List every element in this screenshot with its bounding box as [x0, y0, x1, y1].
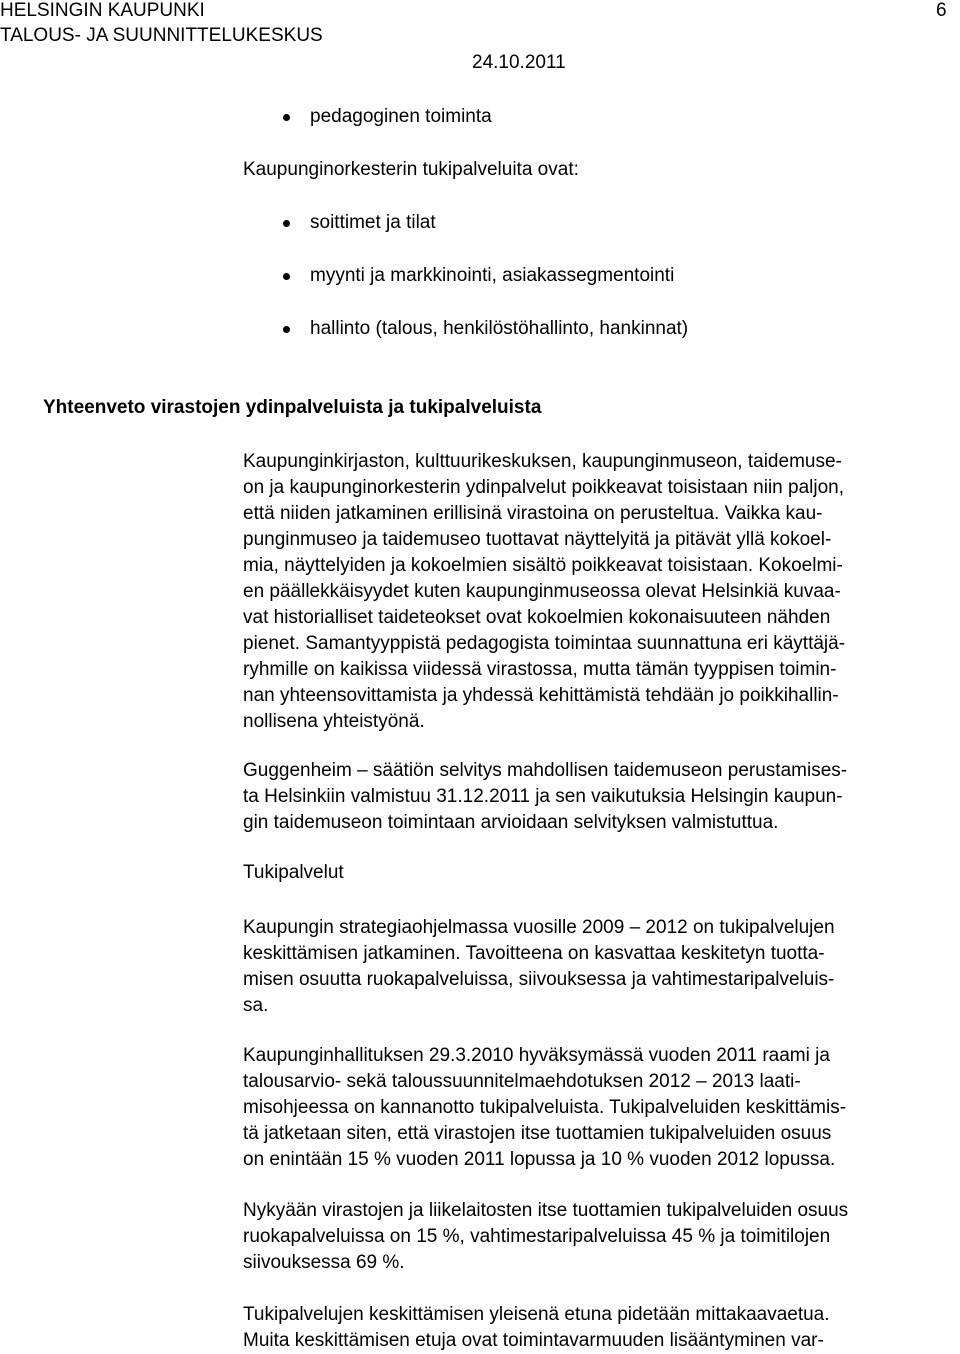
text-line: Muita keskittämisen etuja ovat toimintavarmuuden lisääntyminen var-: [243, 1330, 824, 1351]
council-paragraph: [243, 1043, 846, 1173]
page-number: 6: [936, 0, 947, 21]
text-line: on ja kaupunginorkesterin ydinpalvelut poikkeavat toisistaan niin paljon,: [243, 477, 844, 498]
text-line: keskittämisen jatkaminen. Tavoitteena on kasvattaa keskitetyn tuotta-: [243, 943, 825, 964]
text-line: Kaupunginhallituksen 29.3.2010 hyväksymässä vuoden 2011 raami ja: [243, 1045, 830, 1066]
bullet-icon: [283, 114, 290, 121]
text-line: Tukipalvelujen keskittämisen yleisenä etuna pidetään mittakaavaetua.: [243, 1304, 830, 1325]
text-line: ryhmille on kaikissa viidessä virastossa, mutta tämän tyyppisen toimin-: [243, 659, 837, 680]
subheading-support-services: Tukipalvelut: [243, 862, 344, 883]
text-line: Nykyään virastojen ja liikelaitosten itse tuottamien tukipalveluiden osuus: [243, 1200, 849, 1221]
text-line: sa.: [243, 995, 269, 1016]
text-line: pienet. Samantyyppistä pedagogista toimintaa suunnattuna eri käyttäjä-: [243, 633, 846, 654]
text-line: en päällekkäisyydet kuten kaupunginmuseossa olevat Helsinkiä kuvaa-: [243, 581, 841, 602]
header-organization: HELSINGIN KAUPUNKI: [0, 0, 205, 21]
text-line: on enintään 15 % vuoden 2011 lopussa ja 10 % vuoden 2012 lopussa.: [243, 1149, 836, 1170]
strategy-paragraph: [243, 915, 835, 1019]
support-intro: Kaupunginorkesterin tukipalveluita ovat:: [243, 159, 579, 180]
text-line: misen osuutta ruokapalveluissa, siivouksessa ja vahtimestaripalveluis-: [243, 969, 835, 990]
text-line: Kaupunginkirjaston, kulttuurikeskuksen, kaupunginmuseon, taidemuse-: [243, 451, 842, 472]
text-line: mia, näyttelyiden ja kokoelmien sisältö poikkeavat toisistaan. Kokoelmi-: [243, 555, 843, 576]
text-line: punginmuseo ja taidemuseo tuottavat näyttelyitä ja pitävät yllä kokoel-: [243, 529, 832, 550]
text-line: talousarvio- sekä taloussuunnitelmaehdotuksen 2012 – 2013 laati-: [243, 1071, 801, 1092]
text-line: nan yhteensovittamista ja yhdessä kehittämistä tehdään jo poikkihallin-: [243, 685, 839, 706]
guggenheim-paragraph: [243, 758, 847, 836]
text-line: Guggenheim – säätiön selvitys mahdollisen taidemuseon perustamises-: [243, 760, 848, 781]
list-item-text: hallinto (talous, henkilöstöhallinto, hankinnat): [310, 318, 689, 339]
list-item-text: myynti ja markkinointi, asiakassegmentointi: [310, 265, 675, 286]
bullet-icon: [283, 273, 290, 280]
current-paragraph: [243, 1198, 848, 1276]
text-line: Kaupungin strategiaohjelmassa vuosille 2009 – 2012 on tukipalvelujen: [243, 917, 835, 938]
summary-paragraph: [243, 449, 845, 735]
list-item-text: pedagoginen toiminta: [310, 106, 492, 127]
bullet-icon: [283, 220, 290, 227]
text-line: gin taidemuseon toimintaan arvioidaan selvityksen valmistuttua.: [243, 812, 779, 833]
text-line: siivouksessa 69 %.: [243, 1252, 405, 1273]
text-line: misohjeessa on kannanotto tukipalveluista. Tukipalveluiden keskittämis-: [243, 1097, 847, 1118]
text-line: ruokapalveluissa on 15 %, vahtimestaripalveluissa 45 % ja toimitilojen: [243, 1226, 831, 1247]
header-date: 24.10.2011: [472, 52, 566, 73]
section-title: Yhteenveto virastojen ydinpalveluista ja tukipalveluista: [43, 397, 542, 418]
text-line: vat historialliset taideteokset ovat kokoelmien kokonaisuuteen nähden: [243, 607, 831, 628]
text-line: että niiden jatkaminen erillisinä virastoina on perusteltua. Vaikka kau-: [243, 503, 823, 524]
list-item-text: soittimet ja tilat: [310, 212, 436, 233]
text-line: ta Helsinkiin valmistuu 31.12.2011 ja sen vaikutuksia Helsingin kaupun-: [243, 786, 843, 807]
benefits-paragraph: [243, 1302, 830, 1354]
text-line: tä jatketaan siten, että virastojen itse tuottamien tukipalveluiden osuus: [243, 1123, 832, 1144]
bullet-icon: [283, 326, 290, 333]
header-department: TALOUS- JA SUUNNITTELUKESKUS: [0, 25, 323, 46]
text-line: nollisena yhteistyönä.: [243, 711, 425, 732]
